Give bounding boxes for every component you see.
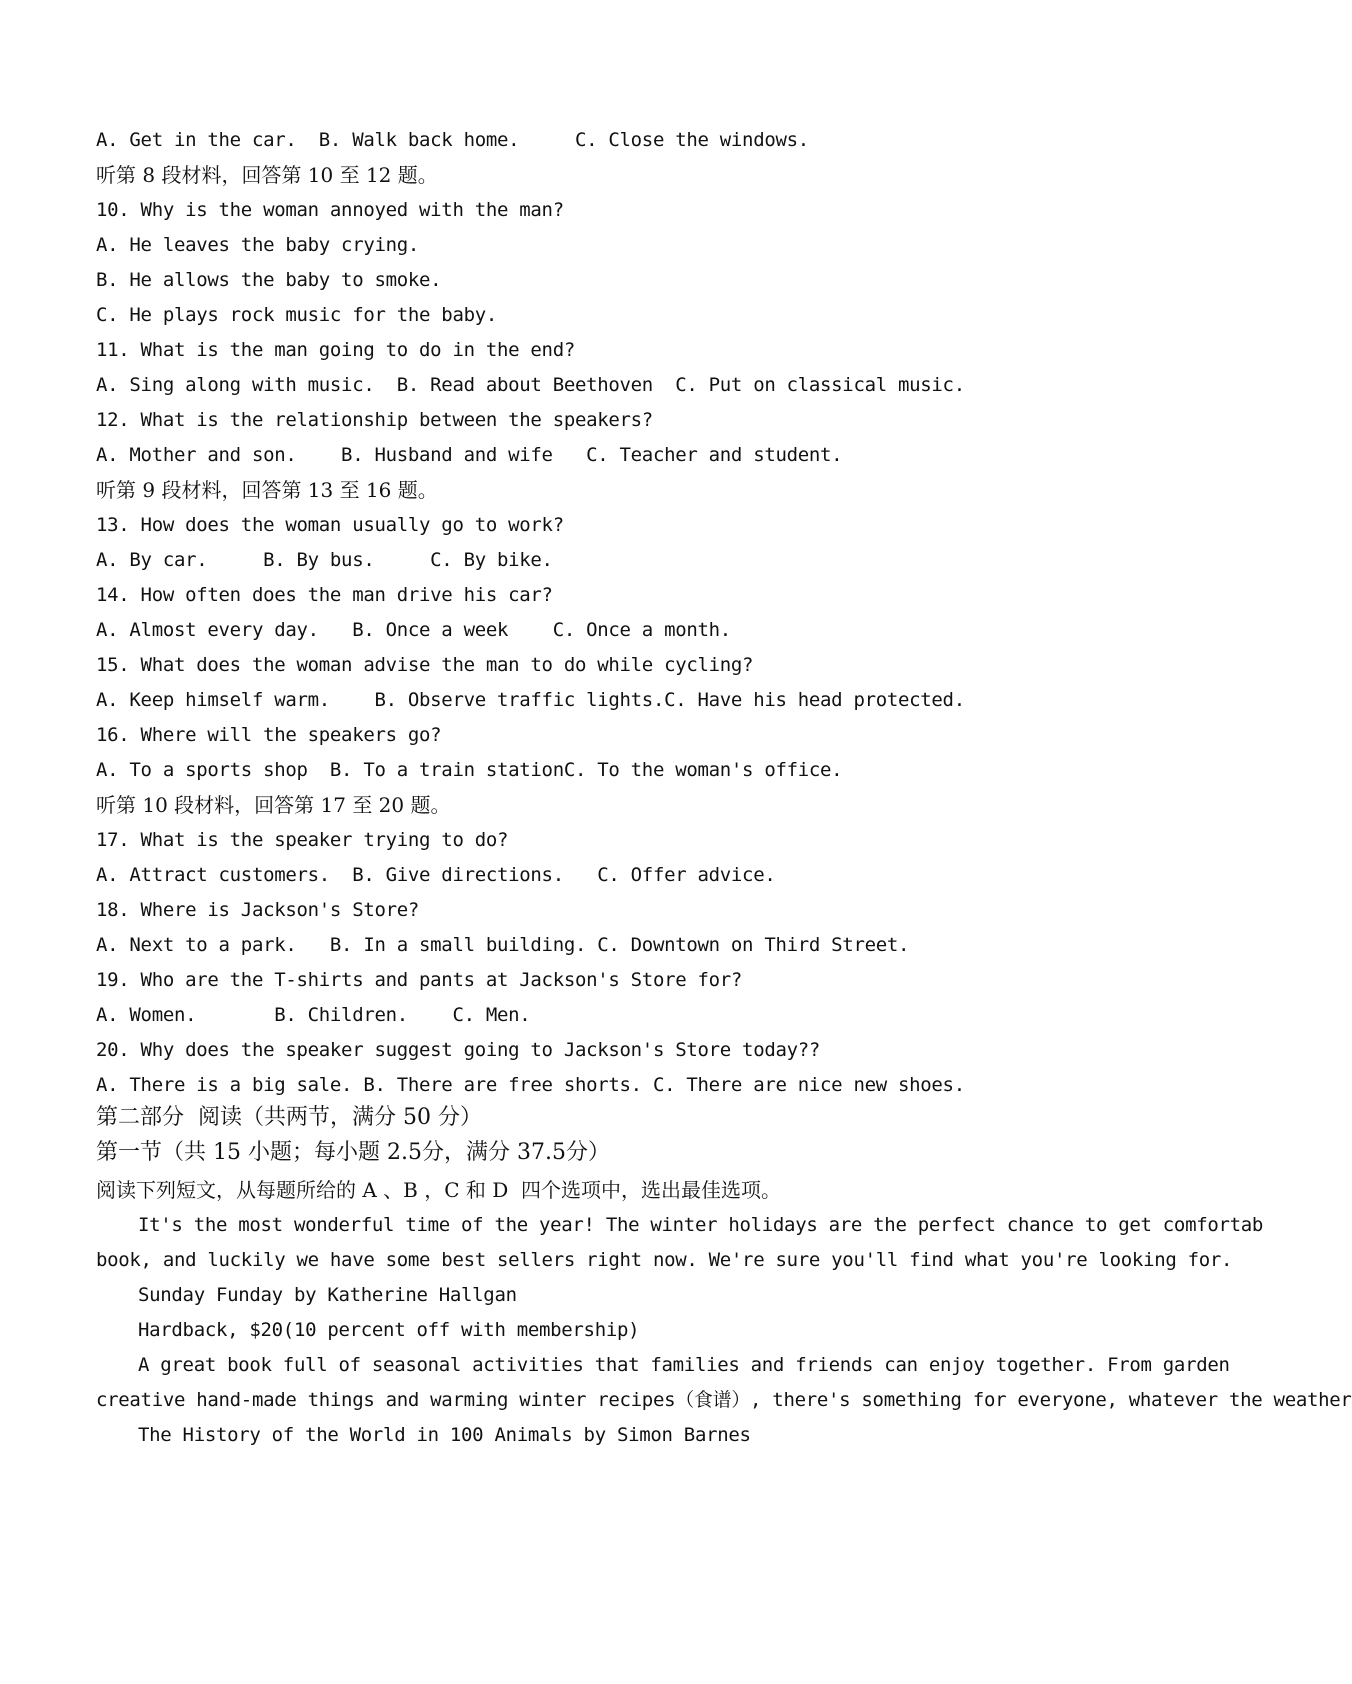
- question-10: 10. Why is the woman annoyed with the man?: [96, 199, 564, 221]
- q20-options: A. There is a big sale. B. There are free shorts. C. There are nice new shoes.: [96, 1074, 965, 1096]
- question-12: 12. What is the relationship between the speakers?: [96, 409, 653, 431]
- part-two-heading: 第二部分 阅读（共两节，满分 50 分）: [96, 1105, 482, 1130]
- question-20: 20. Why does the speaker suggest going to Jackson's Store today??: [96, 1039, 821, 1061]
- q10-option-a: A. He leaves the baby crying.: [96, 234, 420, 256]
- book-title-2: The History of the World in 100 Animals by Simon Barnes: [138, 1424, 751, 1446]
- q17-options: A. Attract customers. B. Give directions. C. Offer advice.: [96, 864, 776, 886]
- q11-options: A. Sing along with music. B. Read about Beethoven C. Put on classical music.: [96, 374, 965, 396]
- section-instruction-8: 听第 8 段材料，回答第 10 至 12 题。: [96, 163, 438, 187]
- question-13: 13. How does the woman usually go to work?: [96, 514, 564, 536]
- q10-option-b: B. He allows the baby to smoke.: [96, 269, 442, 291]
- book-price-1: Hardback, $20(10 percent off with membership): [138, 1319, 640, 1341]
- question-15: 15. What does the woman advise the man to do while cycling?: [96, 654, 754, 676]
- q18-options: A. Next to a park. B. In a small building. C. Downtown on Third Street.: [96, 934, 910, 956]
- q16-options: A. To a sports shop B. To a train stationC. To the woman's office.: [96, 759, 843, 781]
- q9-options: A. Get in the car. B. Walk back home. C. Close the windows.: [96, 129, 809, 151]
- passage-line-2: book, and luckily we have some best sellers right now. We're sure you'll find what you're looking for.: [96, 1249, 1233, 1271]
- book-description-line-1: A great book full of seasonal activities that families and friends can enjoy together. From garden: [138, 1354, 1230, 1376]
- q10-option-c: C. He plays rock music for the baby.: [96, 304, 498, 326]
- book-title-1: Sunday Funday by Katherine Hallgan: [138, 1284, 517, 1306]
- section-instruction-10: 听第 10 段材料，回答第 17 至 20 题。: [96, 793, 451, 817]
- passage-line-1: It's the most wonderful time of the year! The winter holidays are the perfect chance to get comfortab: [138, 1214, 1264, 1236]
- q13-options: A. By car. B. By bus. C. By bike.: [96, 549, 553, 571]
- question-16: 16. Where will the speakers go?: [96, 724, 442, 746]
- q19-options: A. Women. B. Children. C. Men.: [96, 1004, 531, 1026]
- reading-instruction: 阅读下列短文，从每题所给的 A 、B ，C 和 D 四个选项中，选出最佳选项。: [96, 1178, 781, 1202]
- section-instruction-9: 听第 9 段材料，回答第 13 至 16 题。: [96, 478, 438, 502]
- question-14: 14. How often does the man drive his car?: [96, 584, 553, 606]
- q12-options: A. Mother and son. B. Husband and wife C. Teacher and student.: [96, 444, 843, 466]
- question-17: 17. What is the speaker trying to do?: [96, 829, 509, 851]
- q14-options: A. Almost every day. B. Once a week C. Once a month.: [96, 619, 731, 641]
- book-description-line-2: creative hand-made things and warming winter recipes（食谱）, there's something for everyone, whatever the weather: [96, 1389, 1352, 1411]
- question-18: 18. Where is Jackson's Store?: [96, 899, 420, 921]
- q15-options: A. Keep himself warm. B. Observe traffic lights.C. Have his head protected.: [96, 689, 965, 711]
- question-11: 11. What is the man going to do in the end?: [96, 339, 575, 361]
- section-one-heading: 第一节（共 15 小题；每小题 2.5分，满分 37.5分）: [96, 1140, 610, 1165]
- question-19: 19. Who are the T-shirts and pants at Jackson's Store for?: [96, 969, 743, 991]
